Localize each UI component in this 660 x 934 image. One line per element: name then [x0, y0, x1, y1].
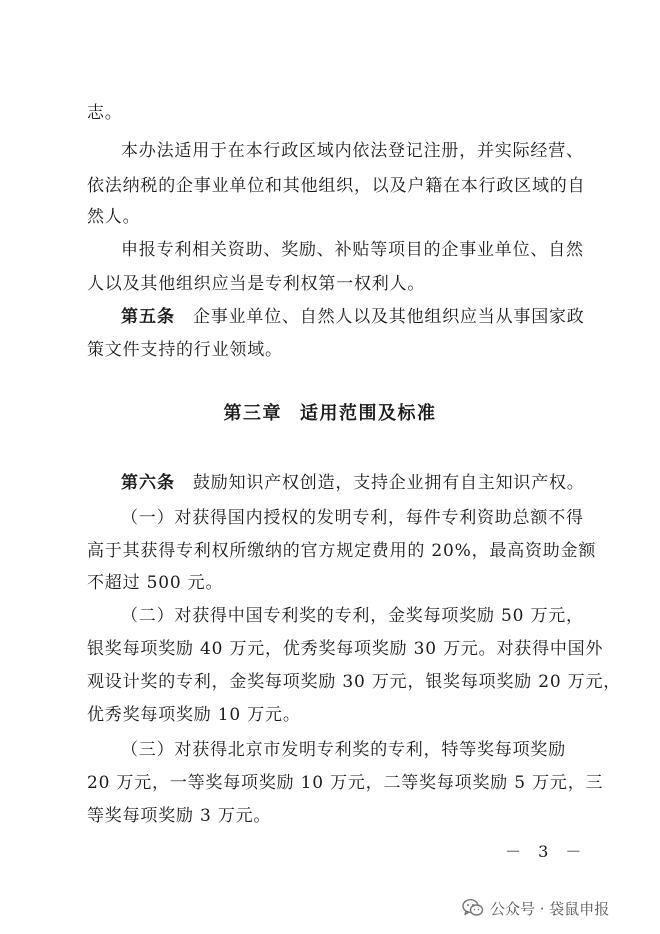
text-line: 观设计奖的专利，金奖每项奖励 30 万元，银奖每项奖励 20 万元，	[87, 672, 622, 692]
article-6-line	[121, 473, 585, 493]
chapter-title: 适用范围及标准	[300, 403, 437, 424]
wechat-icon	[462, 898, 484, 918]
text-line: 人以及其他组织应当是专利权第一权利人。	[87, 274, 426, 294]
article-5-line	[121, 307, 585, 327]
page-number: － 3 －	[505, 842, 588, 861]
text-line: 然人。	[87, 207, 141, 227]
text-line: 依法纳税的企事业单位和其他组织，以及户籍在本行政区域的自	[87, 176, 586, 196]
text-line: 银奖每项奖励 40 万元，优秀奖每项奖励 30 万元。对获得中国外	[87, 639, 604, 659]
text-line: （三）对获得北京市发明专利奖的专利，特等奖每项奖励	[121, 740, 566, 760]
text-line: 不超过 500 元。	[87, 573, 224, 593]
text-line: 优秀奖每项奖励 10 万元。	[87, 705, 301, 725]
text-line: 20 万元，一等奖每项奖励 10 万元，二等奖每项奖励 5 万元，三	[87, 773, 604, 793]
chapter-heading	[0, 403, 660, 425]
article-6-label: 第六条	[121, 473, 175, 493]
text-line: （二）对获得中国专利奖的专利，金奖每项奖励 50 万元，	[121, 606, 584, 626]
watermark	[462, 896, 609, 920]
article-6-text: 鼓励知识产权创造，支持企业拥有自主知识产权。	[193, 473, 585, 493]
watermark-text: 公众号 · 袋鼠申报	[490, 899, 610, 918]
chapter-number: 第三章	[223, 403, 282, 424]
article-5-text: 企事业单位、自然人以及其他组织应当从事国家政	[193, 307, 585, 327]
text-line: 等奖每项奖励 3 万元。	[87, 806, 272, 826]
text-line: 申报专利相关资助、奖励、补贴等项目的企事业单位、自然	[121, 240, 584, 260]
text-line: （一）对获得国内授权的发明专利，每件专利资助总额不得	[121, 508, 584, 528]
text-line: 志。	[87, 103, 123, 123]
text-line: 策文件支持的行业领域。	[87, 340, 283, 360]
text-line: 高于其获得专利权所缴纳的官方规定费用的 20%，最高资助金额	[87, 541, 597, 561]
article-5-label: 第五条	[121, 307, 175, 327]
text-line: 本办法适用于在本行政区域内依法登记注册，并实际经营、	[121, 141, 584, 161]
